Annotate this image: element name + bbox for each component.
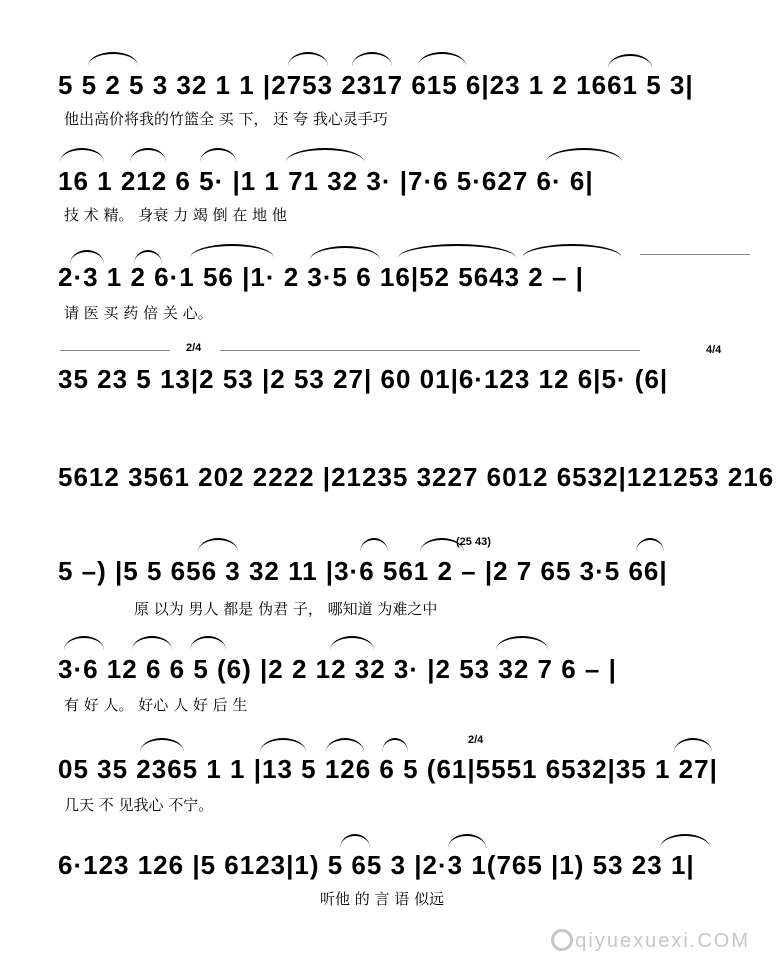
notation-line: 5 –) |5 5 656 3 32 11 |3·6 561 2 – |2 7 65 3·5 66| xyxy=(58,556,668,586)
watermark-icon xyxy=(551,929,573,951)
notation-line: 5 5 2 5 3 32 1 1 |2753 2317 615 6|23 1 2 1661 5 3| xyxy=(58,70,694,100)
notation-line: 35 23 5 13|2 53 |2 53 27| 60 01|6·123 12 6|5· (6| xyxy=(58,364,669,394)
slur xyxy=(286,148,364,162)
slur xyxy=(352,52,392,66)
watermark xyxy=(551,929,750,953)
slur xyxy=(310,246,380,260)
slur xyxy=(288,52,328,66)
slur xyxy=(546,148,622,162)
slur xyxy=(198,538,238,552)
slur xyxy=(398,244,516,258)
slur xyxy=(660,834,710,848)
slur xyxy=(382,738,408,752)
slur xyxy=(608,54,652,68)
slur xyxy=(448,834,486,848)
slur xyxy=(674,738,712,752)
slur xyxy=(88,52,138,66)
notation-line: 6·123 126 |5 6123|1) 5 65 3 |2·3 1(765 |1) 53 23 1| xyxy=(58,850,695,880)
slur xyxy=(190,244,274,258)
slur xyxy=(496,636,548,650)
slur xyxy=(132,636,172,650)
lyrics-line: 几天 不 见我心 不宁。 xyxy=(64,796,214,814)
tie-extension xyxy=(60,350,170,351)
slur xyxy=(360,538,388,552)
slur xyxy=(340,834,370,848)
tie-extension xyxy=(220,350,640,351)
notation-line: 2·3 1 2 6·1 56 |1· 2 3·5 6 16|52 5643 2 – | xyxy=(58,262,584,292)
slur xyxy=(130,148,166,162)
time-signature: 4/4 xyxy=(706,344,722,356)
slur xyxy=(522,244,622,258)
lyrics-line: 原 以为 男人 都是 伪君 子， 哪知道 为难之中 xyxy=(134,600,438,618)
slur xyxy=(200,148,236,162)
time-signature: 2/4 xyxy=(468,734,484,746)
lyrics-line: 听他 的 言 语 似远 xyxy=(320,890,445,908)
slur xyxy=(64,636,104,650)
slur xyxy=(636,538,664,552)
notation-line: 3·6 12 6 6 5 (6) |2 2 12 32 3· |2 53 32 7 6 – | xyxy=(58,654,617,684)
slur xyxy=(326,738,364,752)
bracket-note: (25 43) xyxy=(456,536,491,548)
time-signature: 2/4 xyxy=(186,342,202,354)
slur xyxy=(418,52,466,66)
slur xyxy=(330,636,374,650)
slur xyxy=(190,636,226,650)
slur xyxy=(260,738,306,752)
slur xyxy=(140,738,184,752)
lyrics-line: 技 术 精。 身衰 力 竭 倒 在 地 他 xyxy=(64,206,287,224)
slur xyxy=(60,148,104,162)
notation-line: 05 35 2365 1 1 |13 5 126 6 5 (61|5551 6532|35 1 27| xyxy=(58,754,718,784)
lyrics-line: 有 好 人。 好心 人 好 后 生 xyxy=(64,696,248,714)
watermark-text: qiyuexuexi.COM xyxy=(575,930,750,952)
tie-extension xyxy=(640,254,750,255)
lyrics-line: 他出高价将我的竹篮全 买 下， 还 夸 我心灵手巧 xyxy=(64,110,388,128)
notation-line: 5612 3561 202 2222 |21235 3227 6012 6532|121253 216 xyxy=(58,462,775,492)
lyrics-line: 请 医 买 药 倍 关 心。 xyxy=(64,304,213,322)
notation-line: 16 1 212 6 5· |1 1 71 32 3· |7·6 5·627 6· 6| xyxy=(58,166,594,196)
